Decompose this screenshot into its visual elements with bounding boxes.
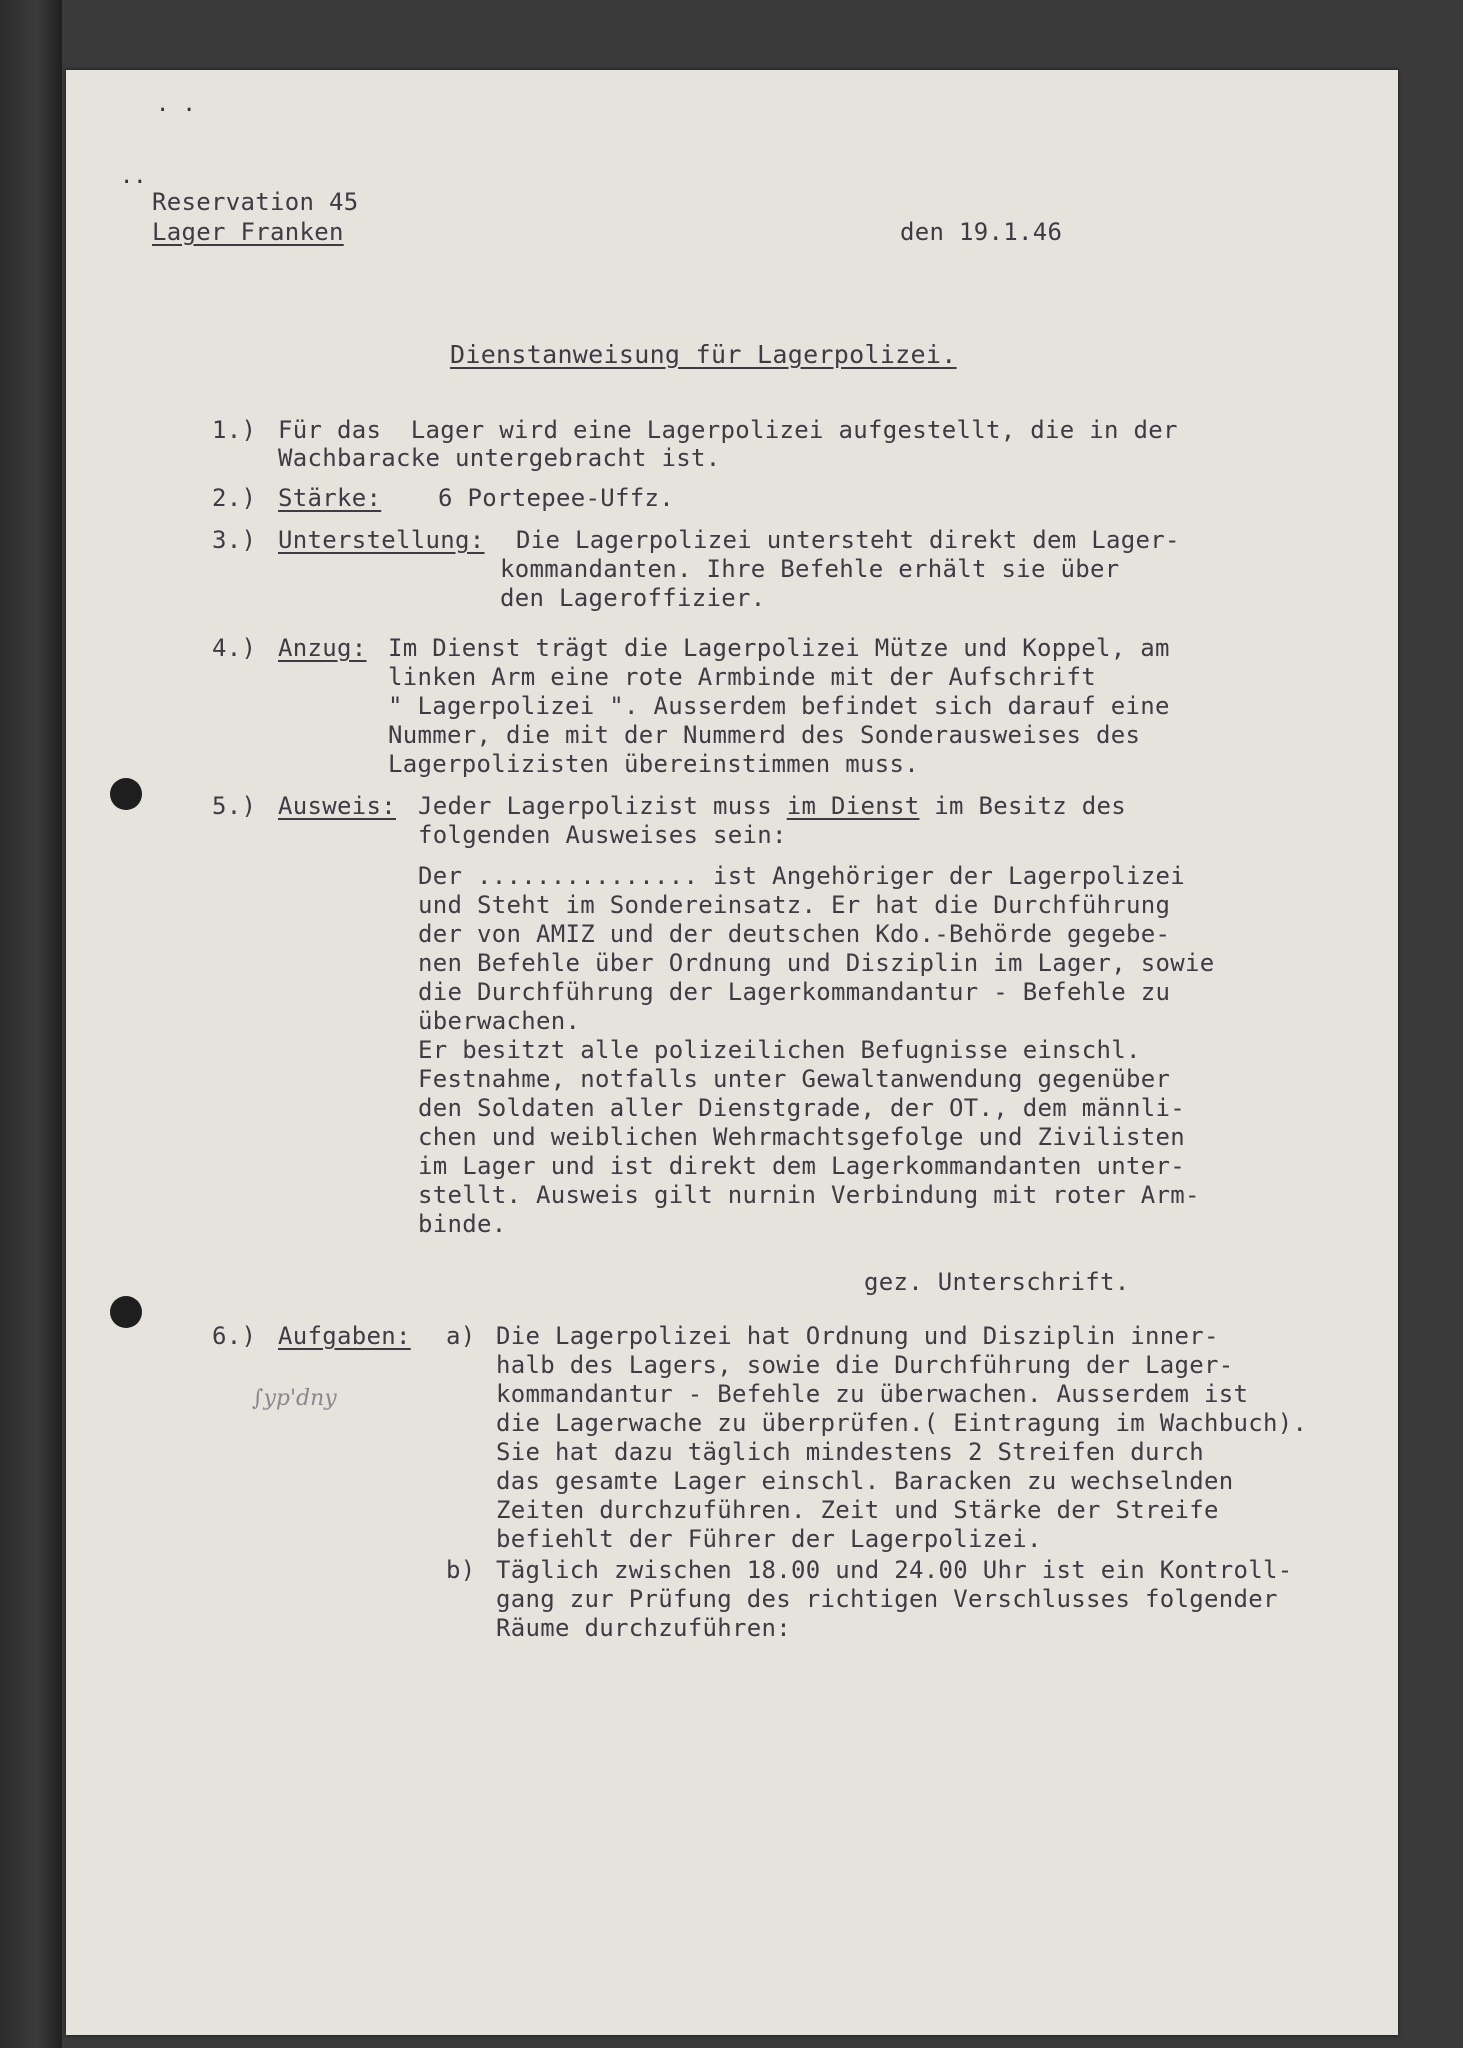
subitem-b-line: gang zur Prüfung des richtigen Verschlusses folgender: [496, 1585, 1278, 1613]
ausweis-text-line: stellt. Ausweis gilt nurnin Verbindung mit roter Arm-: [418, 1181, 1200, 1209]
document-page: [66, 70, 1398, 2035]
section-6-label: Aufgaben:: [278, 1322, 411, 1350]
ausweis-text-line: den Soldaten aller Dienstgrade, der OT., dem männli-: [418, 1094, 1185, 1122]
ausweis-text-line: nen Befehle über Ordnung und Disziplin im Lager, sowie: [418, 949, 1215, 977]
section-1-number: 1.): [212, 416, 257, 444]
section-2-number: 2.): [212, 484, 257, 512]
signature-note: gez. Unterschrift.: [864, 1268, 1130, 1296]
section-2-text: 6 Portepee-Uffz.: [438, 484, 674, 512]
section-4-line: Lagerpolizisten übereinstimmen muss.: [388, 750, 919, 778]
ausweis-text-line: Er besitzt alle polizeilichen Befugnisse einschl.: [418, 1036, 1141, 1064]
section-3-label: Unterstellung:: [278, 526, 485, 554]
section-1-line: Wachbaracke untergebracht ist.: [278, 444, 721, 472]
punch-hole: [110, 778, 142, 810]
subitem-a-marker: a): [446, 1322, 476, 1350]
ausweis-text-line: im Lager und ist direkt dem Lagerkommandanten unter-: [418, 1152, 1185, 1180]
section-4-number: 4.): [212, 634, 257, 662]
section-6-number: 6.): [212, 1322, 257, 1350]
camp-name: Lager Franken: [152, 218, 344, 246]
section-5-line: folgenden Ausweises sein:: [418, 821, 787, 849]
ausweis-text-line: die Durchführung der Lagerkommandantur - Befehle zu: [418, 978, 1171, 1006]
subitem-a-line: kommandantur - Befehle zu überwachen. Ausserdem ist: [496, 1380, 1249, 1408]
section-2-label: Stärke:: [278, 484, 382, 512]
ausweis-text-line: binde.: [418, 1210, 507, 1238]
ausweis-text-line: überwachen.: [418, 1007, 581, 1035]
section-1-line: Für das Lager wird eine Lagerpolizei aufgestellt, die in der: [278, 416, 1178, 444]
ausweis-text-line: chen und weiblichen Wehrmachtsgefolge und Zivilisten: [418, 1123, 1185, 1151]
reservation-label: Reservation 45: [152, 188, 359, 216]
section-3-number: 3.): [212, 526, 257, 554]
subitem-a-line: Die Lagerpolizei hat Ordnung und Disziplin inner-: [496, 1322, 1219, 1350]
section-3-line: kommandanten. Ihre Befehle erhält sie über: [500, 555, 1120, 583]
section-3-line: Die Lagerpolizei untersteht direkt dem Lager-: [516, 526, 1180, 554]
subitem-a-line: Zeiten durchzuführen. Zeit und Stärke der Streife: [496, 1496, 1219, 1524]
section-4-label: Anzug:: [278, 634, 367, 662]
subitem-a-line: das gesamte Lager einschl. Baracken zu wechselnden: [496, 1467, 1234, 1495]
subitem-a-line: die Lagerwache zu überprüfen.( Eintragung im Wachbuch).: [496, 1409, 1308, 1437]
ink-speck: · ·: [156, 98, 196, 123]
ausweis-text-line: Festnahme, notfalls unter Gewaltanwendung gegenüber: [418, 1065, 1171, 1093]
section-4-line: Nummer, die mit der Nummerd des Sonderausweises des: [388, 721, 1141, 749]
section-4-line: " Lagerpolizei ". Ausserdem befindet sich darauf eine: [388, 692, 1170, 720]
subitem-a-line: Sie hat dazu täglich mindestens 2 Streifen durch: [496, 1438, 1204, 1466]
section-5-label: Ausweis:: [278, 792, 396, 820]
subitem-b-line: Täglich zwischen 18.00 und 24.00 Uhr ist ein Kontroll-: [496, 1556, 1293, 1584]
section-4-line: Im Dienst trägt die Lagerpolizei Mütze und Koppel, am: [388, 634, 1170, 662]
subitem-a-line: halb des Lagers, sowie die Durchführung der Lager-: [496, 1351, 1234, 1379]
section-3-line: den Lageroffizier.: [500, 584, 766, 612]
ink-speck: ··: [120, 170, 147, 195]
section-4-line: linken Arm eine rote Armbinde mit der Aufschrift: [388, 663, 1096, 691]
subitem-b-marker: b): [446, 1556, 476, 1584]
section-5-line: Jeder Lagerpolizist muss im Dienst im Besitz des: [418, 792, 1126, 820]
subitem-b-line: Räume durchzuführen:: [496, 1614, 791, 1642]
document-date: den 19.1.46: [900, 218, 1063, 246]
ausweis-text-line: der von AMIZ und der deutschen Kdo.-Behörde gegebe-: [418, 920, 1171, 948]
pencil-scribble: ∫yp'dny: [252, 1386, 337, 1411]
section-5-emphasis: im Dienst: [786, 792, 920, 820]
ausweis-text-line: Der ............... ist Angehöriger der Lagerpolizei: [418, 862, 1185, 890]
ausweis-text-line: und Steht im Sondereinsatz. Er hat die Durchführung: [418, 891, 1171, 919]
section-5-number: 5.): [212, 792, 257, 820]
punch-hole: [110, 1296, 142, 1328]
binder-edge: [0, 0, 62, 2048]
document-title: Dienstanweisung für Lagerpolizei.: [450, 340, 957, 369]
subitem-a-line: befiehlt der Führer der Lagerpolizei.: [496, 1525, 1042, 1553]
